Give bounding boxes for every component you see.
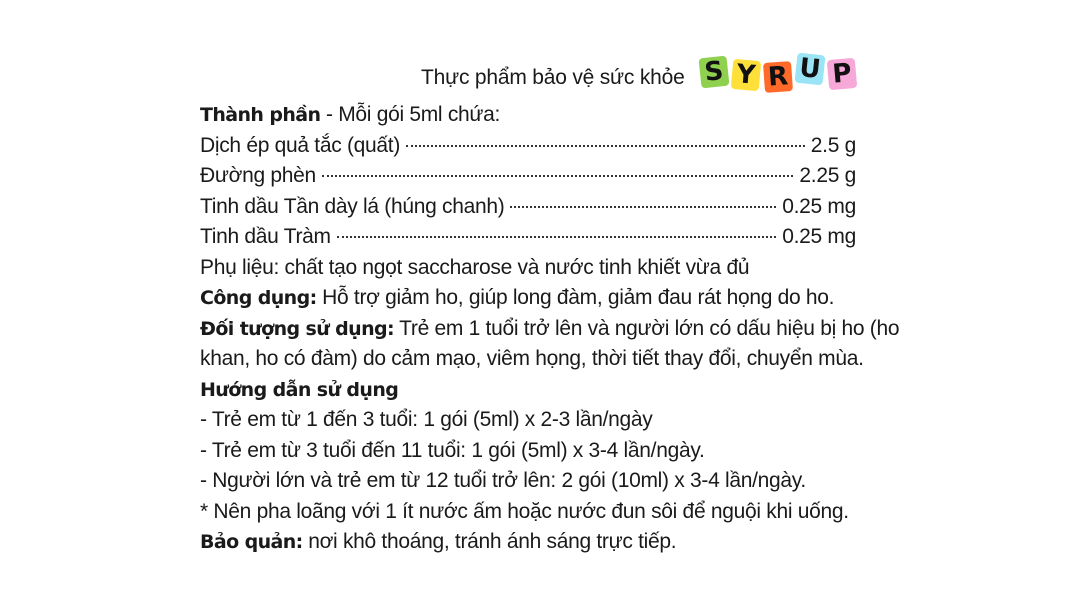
- target-label: Đối tượng sử dụng:: [200, 317, 395, 340]
- composition-heading-line: [200, 100, 860, 131]
- instructions-heading-line: [200, 375, 860, 406]
- dot-leader: [510, 206, 776, 208]
- dot-leader: [337, 236, 777, 238]
- uses-text: Hỗ trợ giảm ho, giúp long đàm, giảm đau rát họng do ho.: [316, 286, 835, 309]
- product-type-text: Thực phẩm bảo vệ sức khỏe: [421, 66, 685, 89]
- excipients-text: Phụ liệu: chất tạo ngọt saccharose và nước tinh khiết vừa đủ: [200, 255, 750, 279]
- storage-line: [200, 527, 860, 558]
- ingredient-row: [200, 161, 856, 192]
- syrup-letter-p: P: [827, 58, 858, 90]
- target-text-2: khan, ho có đàm) do cảm mạo, viêm họng, thời tiết thay đổi, chuyển mùa.: [200, 347, 864, 370]
- instruction-item: - Trẻ em từ 3 tuổi đến 11 tuổi: 1 gói (5ml) x 3-4 lần/ngày.: [200, 438, 705, 462]
- ingredient-amount: 2.5 g: [810, 133, 856, 157]
- syrup-letter-y: Y: [731, 59, 762, 91]
- uses-line: [200, 283, 860, 314]
- ingredient-amount: 0.25 mg: [782, 194, 856, 218]
- ingredient-row: [200, 222, 856, 253]
- target-line-1: [200, 314, 900, 345]
- dot-leader: [322, 175, 794, 177]
- syrup-logo: [700, 52, 856, 92]
- ingredient-amount: 0.25 mg: [782, 225, 856, 248]
- syrup-letter-u: U: [795, 53, 826, 86]
- instruction-item: - Người lớn và trẻ em từ 12 tuổi trở lên: 2 gói (10ml) x 3-4 lần/ngày.: [200, 469, 806, 492]
- composition-intro: - Mỗi gói 5ml chứa:: [320, 103, 501, 126]
- syrup-letter-s: S: [699, 56, 730, 89]
- composition-label: Thành phần: [200, 104, 321, 126]
- ingredient-name: Tinh dầu Tần dày lá (húng chanh): [200, 194, 505, 218]
- storage-label: Bảo quản:: [200, 531, 303, 553]
- uses-label: Công dụng:: [200, 287, 317, 309]
- ingredient-row: [200, 131, 856, 162]
- instruction-item: - Trẻ em từ 1 đến 3 tuổi: 1 gói (5ml) x 2-3 lần/ngày: [200, 408, 653, 431]
- label-body: [200, 100, 900, 558]
- target-text-1: Trẻ em 1 tuổi trở lên và người lớn có dấu hiệu bị ho (ho: [394, 316, 900, 340]
- instruction-note: * Nên pha loãng với 1 ít nước ấm hoặc nước đun sôi để nguội khi uống.: [200, 499, 849, 523]
- ingredient-row: [200, 192, 856, 223]
- ingredient-name: Dịch ép quả tắc (quất): [200, 133, 401, 157]
- instructions-label: Hướng dẫn sử dụng: [200, 378, 399, 401]
- ingredient-name: Đường phèn: [200, 164, 316, 187]
- storage-text: nơi khô thoáng, tránh ánh sáng trực tiếp.: [302, 530, 677, 553]
- ingredient-amount: 2.25 g: [799, 164, 856, 187]
- dot-leader: [406, 145, 805, 147]
- ingredient-name: Tinh dầu Tràm: [200, 225, 331, 248]
- syrup-letter-r: R: [763, 61, 793, 93]
